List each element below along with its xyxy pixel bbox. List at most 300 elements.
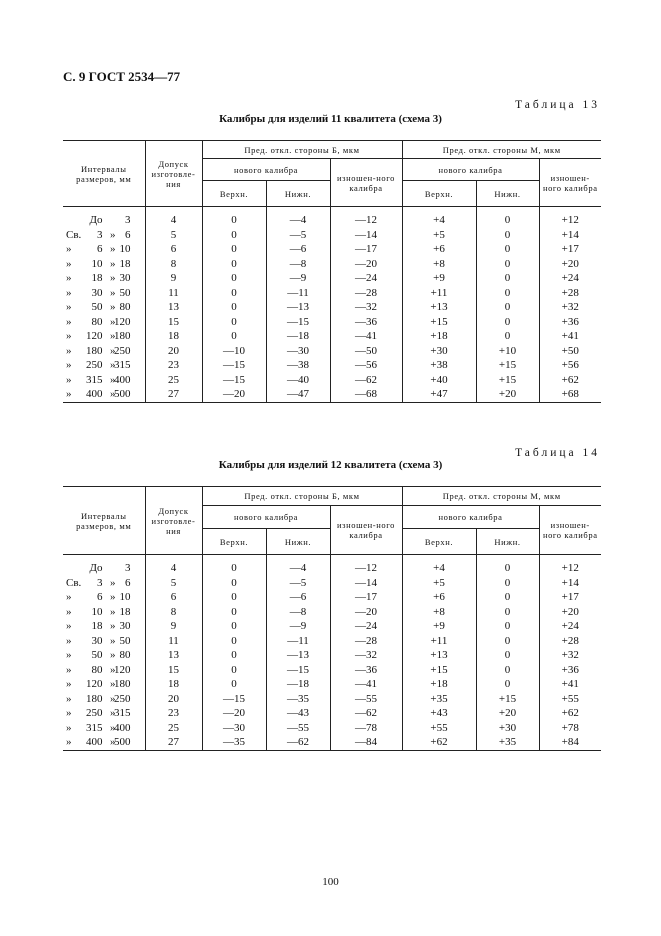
- table-row: [63, 735, 601, 750]
- cell-b-low: —11: [266, 286, 330, 301]
- table-row: [63, 358, 601, 373]
- interval-mid: »: [110, 344, 116, 357]
- interval-mid: »: [110, 649, 116, 661]
- cell-tol: 15: [145, 663, 202, 678]
- col-header-intervals: Интервалы размеров, мм: [63, 487, 145, 555]
- interval-cell: [63, 228, 145, 243]
- cell-tol: 27: [145, 387, 202, 402]
- cell-b-worn: —41: [330, 677, 402, 692]
- interval-b: 6: [125, 576, 131, 589]
- interval-cell: [63, 257, 145, 272]
- interval-b: 6: [125, 228, 131, 241]
- interval-a: 250: [86, 359, 103, 371]
- cell-b-low: —13: [266, 648, 330, 663]
- table-row: [63, 692, 601, 707]
- page-header: С. 9 ГОСТ 2534—77: [63, 69, 181, 84]
- cell-m-worn: +32: [539, 300, 601, 315]
- col-header-tolerance: Допуск изготовле-ния: [145, 141, 202, 207]
- interval-a: 30: [91, 634, 103, 647]
- interval-mid: »: [110, 634, 116, 647]
- interval-pre: Св.: [66, 576, 82, 589]
- interval-pre: »: [66, 388, 72, 400]
- table-row: [63, 373, 601, 388]
- cell-b-worn: —62: [330, 706, 402, 721]
- col-header-lower: Нижн.: [266, 529, 330, 555]
- cell-b-worn: —28: [330, 286, 402, 301]
- cell-b-worn: —32: [330, 300, 402, 315]
- table-row: [63, 315, 601, 330]
- cell-tol: 13: [145, 300, 202, 315]
- cell-b-up: —35: [202, 735, 266, 750]
- interval-a: 50: [91, 301, 103, 313]
- gauge-table: [63, 140, 601, 403]
- cell-m-worn: +41: [539, 677, 601, 692]
- col-header-new-gauge: нового калибра: [202, 506, 330, 529]
- cell-b-up: 0: [202, 619, 266, 634]
- interval-mid: »: [110, 373, 116, 386]
- cell-b-up: —15: [202, 692, 266, 707]
- cell-tol: 5: [145, 228, 202, 243]
- cell-b-low: —15: [266, 315, 330, 330]
- cell-m-worn: +32: [539, 648, 601, 663]
- cell-b-up: —30: [202, 721, 266, 736]
- interval-b: 10: [119, 243, 131, 255]
- interval-pre: »: [66, 359, 72, 371]
- cell-b-low: —18: [266, 677, 330, 692]
- cell-m-worn: +14: [539, 228, 601, 243]
- cell-tol: 6: [145, 242, 202, 257]
- cell-tol: 5: [145, 576, 202, 591]
- interval-b: 10: [119, 591, 131, 603]
- table-row: [63, 677, 601, 692]
- col-header-tolerance: Допуск изготовле-ния: [145, 487, 202, 555]
- interval-mid: »: [110, 315, 116, 328]
- col-header-upper: Верхн.: [402, 529, 476, 555]
- cell-m-up: +8: [402, 605, 476, 620]
- cell-b-up: 0: [202, 590, 266, 605]
- interval-cell: [63, 590, 145, 605]
- cell-tol: 27: [145, 735, 202, 750]
- interval-b: 18: [119, 257, 131, 270]
- cell-tol: 11: [145, 634, 202, 649]
- table-row: [63, 213, 601, 228]
- interval-pre: »: [66, 605, 72, 618]
- cell-m-up: +5: [402, 576, 476, 591]
- table-row: [63, 271, 601, 286]
- interval-pre: »: [66, 736, 72, 748]
- interval-a: 6: [97, 243, 103, 255]
- cell-tol: 9: [145, 271, 202, 286]
- interval-a: 30: [91, 286, 103, 299]
- interval-mid: »: [110, 359, 116, 371]
- interval-mid: »: [110, 736, 116, 748]
- interval-a: 180: [86, 692, 103, 705]
- table-row: [63, 576, 601, 591]
- interval-pre: »: [66, 257, 72, 270]
- cell-m-low: 0: [476, 590, 539, 605]
- cell-b-up: —10: [202, 344, 266, 359]
- cell-m-low: +15: [476, 358, 539, 373]
- interval-cell: [63, 634, 145, 649]
- cell-m-worn: +24: [539, 271, 601, 286]
- cell-m-worn: +36: [539, 315, 601, 330]
- gauge-table: [63, 486, 601, 751]
- col-header-upper: Верхн.: [202, 529, 266, 555]
- cell-b-worn: —68: [330, 387, 402, 402]
- interval-cell: [63, 706, 145, 721]
- cell-tol: 11: [145, 286, 202, 301]
- cell-m-low: 0: [476, 619, 539, 634]
- interval-pre: »: [66, 373, 72, 386]
- cell-m-worn: +68: [539, 387, 601, 402]
- cell-m-up: +5: [402, 228, 476, 243]
- interval-b: 315: [114, 707, 131, 719]
- cell-m-worn: +41: [539, 329, 601, 344]
- interval-a: 315: [86, 373, 103, 386]
- interval-a: До: [89, 562, 103, 574]
- interval-pre: »: [66, 707, 72, 719]
- cell-b-up: 0: [202, 677, 266, 692]
- cell-m-up: +30: [402, 344, 476, 359]
- table-row: [63, 619, 601, 634]
- cell-b-low: —6: [266, 242, 330, 257]
- cell-m-worn: +62: [539, 706, 601, 721]
- cell-m-worn: +28: [539, 634, 601, 649]
- cell-b-up: 0: [202, 300, 266, 315]
- cell-tol: 4: [145, 561, 202, 576]
- interval-cell: [63, 213, 145, 228]
- cell-b-up: 0: [202, 286, 266, 301]
- cell-m-low: 0: [476, 561, 539, 576]
- interval-cell: [63, 576, 145, 591]
- interval-a: 80: [91, 315, 103, 328]
- interval-a: 120: [86, 678, 103, 690]
- cell-tol: 25: [145, 721, 202, 736]
- cell-m-up: +6: [402, 242, 476, 257]
- table-title: Калибры для изделий 11 квалитета (схема 3): [219, 113, 442, 125]
- cell-m-up: +4: [402, 213, 476, 228]
- interval-cell: [63, 619, 145, 634]
- cell-b-up: —20: [202, 706, 266, 721]
- cell-b-up: 0: [202, 213, 266, 228]
- interval-mid: »: [110, 286, 116, 299]
- cell-m-worn: +12: [539, 561, 601, 576]
- table-row: [63, 286, 601, 301]
- cell-m-low: 0: [476, 634, 539, 649]
- cell-b-up: 0: [202, 576, 266, 591]
- cell-b-low: —4: [266, 213, 330, 228]
- cell-m-up: +47: [402, 387, 476, 402]
- interval-b: 50: [119, 286, 131, 299]
- cell-b-up: 0: [202, 228, 266, 243]
- interval-pre: »: [66, 344, 72, 357]
- interval-b: 250: [114, 692, 131, 705]
- cell-tol: 9: [145, 619, 202, 634]
- cell-b-worn: —20: [330, 605, 402, 620]
- interval-b: 50: [119, 634, 131, 647]
- col-header-intervals: Интервалы размеров, мм: [63, 141, 145, 207]
- interval-mid: »: [110, 605, 116, 618]
- interval-a: 180: [86, 344, 103, 357]
- interval-pre: »: [66, 721, 72, 734]
- cell-m-worn: +28: [539, 286, 601, 301]
- interval-a: 6: [97, 591, 103, 603]
- cell-b-low: —6: [266, 590, 330, 605]
- interval-mid: »: [110, 620, 116, 632]
- cell-m-low: +20: [476, 387, 539, 402]
- interval-cell: [63, 373, 145, 388]
- cell-b-low: —43: [266, 706, 330, 721]
- cell-m-low: 0: [476, 605, 539, 620]
- cell-tol: 13: [145, 648, 202, 663]
- cell-b-low: —8: [266, 257, 330, 272]
- interval-a: 18: [91, 620, 103, 632]
- cell-m-up: +13: [402, 300, 476, 315]
- cell-m-low: +30: [476, 721, 539, 736]
- cell-m-worn: +50: [539, 344, 601, 359]
- cell-b-low: —11: [266, 634, 330, 649]
- table-row: [63, 561, 601, 576]
- interval-a: 3: [97, 576, 103, 589]
- cell-m-low: 0: [476, 257, 539, 272]
- interval-cell: [63, 315, 145, 330]
- cell-b-low: —8: [266, 605, 330, 620]
- table-row: [63, 634, 601, 649]
- col-header-upper: Верхн.: [402, 181, 476, 207]
- col-header-worn-gauge: изношен-ного калибра: [330, 506, 402, 555]
- cell-b-low: —15: [266, 663, 330, 678]
- interval-a: До: [89, 214, 103, 226]
- cell-b-worn: —36: [330, 315, 402, 330]
- interval-a: 400: [86, 736, 103, 748]
- cell-m-worn: +62: [539, 373, 601, 388]
- cell-m-low: +15: [476, 373, 539, 388]
- cell-b-low: —9: [266, 271, 330, 286]
- cell-b-worn: —84: [330, 735, 402, 750]
- interval-cell: [63, 344, 145, 359]
- cell-b-worn: —12: [330, 213, 402, 228]
- cell-m-low: 0: [476, 300, 539, 315]
- cell-b-low: —5: [266, 228, 330, 243]
- interval-pre: »: [66, 330, 72, 342]
- cell-b-up: 0: [202, 561, 266, 576]
- cell-tol: 23: [145, 706, 202, 721]
- cell-tol: 8: [145, 605, 202, 620]
- col-header-new-gauge: нового калибра: [202, 159, 330, 181]
- cell-b-worn: —14: [330, 576, 402, 591]
- cell-m-low: 0: [476, 228, 539, 243]
- interval-pre: »: [66, 634, 72, 647]
- table-row: [63, 663, 601, 678]
- col-header-lower: Нижн.: [266, 181, 330, 207]
- cell-m-low: +35: [476, 735, 539, 750]
- cell-b-low: —55: [266, 721, 330, 736]
- col-header-new-gauge: нового калибра: [402, 159, 539, 181]
- cell-m-up: +8: [402, 257, 476, 272]
- cell-m-worn: +84: [539, 735, 601, 750]
- interval-pre: »: [66, 678, 72, 690]
- interval-a: 120: [86, 330, 103, 342]
- cell-b-up: 0: [202, 634, 266, 649]
- interval-pre: »: [66, 301, 72, 313]
- cell-b-up: 0: [202, 257, 266, 272]
- cell-m-up: +15: [402, 315, 476, 330]
- cell-tol: 18: [145, 677, 202, 692]
- cell-m-worn: +12: [539, 213, 601, 228]
- interval-a: 50: [91, 649, 103, 661]
- interval-pre: Св.: [66, 228, 82, 241]
- col-header-upper: Верхн.: [202, 181, 266, 207]
- cell-m-worn: +14: [539, 576, 601, 591]
- cell-m-up: +13: [402, 648, 476, 663]
- interval-mid: »: [110, 272, 116, 284]
- table-row: [63, 706, 601, 721]
- interval-b: 180: [114, 330, 131, 342]
- cell-m-up: +15: [402, 663, 476, 678]
- cell-m-low: 0: [476, 271, 539, 286]
- interval-cell: [63, 561, 145, 576]
- cell-b-low: —40: [266, 373, 330, 388]
- interval-cell: [63, 692, 145, 707]
- interval-mid: »: [110, 721, 116, 734]
- col-header-side-m: Пред. откл. стороны М, мкм: [402, 487, 601, 506]
- cell-m-up: +18: [402, 329, 476, 344]
- interval-pre: »: [66, 243, 72, 255]
- cell-m-up: +9: [402, 619, 476, 634]
- interval-cell: [63, 329, 145, 344]
- cell-m-worn: +24: [539, 619, 601, 634]
- cell-b-up: 0: [202, 605, 266, 620]
- interval-b: 400: [114, 721, 131, 734]
- table-row: [63, 344, 601, 359]
- interval-cell: [63, 271, 145, 286]
- interval-mid: »: [110, 257, 116, 270]
- cell-m-low: 0: [476, 242, 539, 257]
- interval-mid: »: [110, 707, 116, 719]
- interval-a: 3: [97, 228, 103, 241]
- cell-m-low: 0: [476, 576, 539, 591]
- cell-m-up: +4: [402, 561, 476, 576]
- col-header-worn-gauge: изношен-ного калибра: [539, 159, 601, 207]
- table-title: Калибры для изделий 12 квалитета (схема 3): [218, 459, 443, 471]
- col-header-lower: Нижн.: [476, 529, 539, 555]
- interval-a: 18: [91, 272, 103, 284]
- cell-b-up: —15: [202, 373, 266, 388]
- col-header-side-b: Пред. откл. стороны Б, мкм: [202, 141, 402, 159]
- interval-b: 180: [114, 678, 131, 690]
- cell-m-low: 0: [476, 213, 539, 228]
- cell-b-worn: —20: [330, 257, 402, 272]
- interval-a: 10: [91, 605, 103, 618]
- interval-cell: [63, 677, 145, 692]
- cell-m-worn: +17: [539, 242, 601, 257]
- col-header-lower: Нижн.: [476, 181, 539, 207]
- table-row: [63, 300, 601, 315]
- cell-tol: 25: [145, 373, 202, 388]
- cell-b-worn: —17: [330, 242, 402, 257]
- col-header-worn-gauge: изношен-ного калибра: [330, 159, 402, 207]
- interval-b: 80: [119, 649, 131, 661]
- interval-b: 3: [125, 562, 131, 574]
- cell-m-low: 0: [476, 329, 539, 344]
- cell-m-up: +40: [402, 373, 476, 388]
- cell-b-low: —13: [266, 300, 330, 315]
- interval-a: 10: [91, 257, 103, 270]
- table-row: [63, 228, 601, 243]
- cell-m-worn: +20: [539, 605, 601, 620]
- cell-tol: 8: [145, 257, 202, 272]
- cell-m-up: +6: [402, 590, 476, 605]
- cell-m-low: +10: [476, 344, 539, 359]
- cell-b-up: 0: [202, 648, 266, 663]
- cell-m-low: 0: [476, 663, 539, 678]
- cell-m-low: 0: [476, 677, 539, 692]
- cell-b-worn: —50: [330, 344, 402, 359]
- col-header-side-m: Пред. откл. стороны М, мкм: [402, 141, 601, 159]
- cell-b-low: —30: [266, 344, 330, 359]
- cell-b-worn: —24: [330, 271, 402, 286]
- interval-cell: [63, 721, 145, 736]
- interval-b: 30: [119, 620, 131, 632]
- cell-m-low: 0: [476, 648, 539, 663]
- cell-b-up: —20: [202, 387, 266, 402]
- interval-pre: »: [66, 286, 72, 299]
- cell-b-low: —35: [266, 692, 330, 707]
- cell-b-worn: —14: [330, 228, 402, 243]
- interval-mid: »: [110, 663, 116, 676]
- interval-mid: »: [110, 330, 116, 342]
- cell-tol: 20: [145, 692, 202, 707]
- interval-b: 18: [119, 605, 131, 618]
- cell-m-worn: +56: [539, 358, 601, 373]
- cell-b-low: —9: [266, 619, 330, 634]
- table-row: [63, 648, 601, 663]
- page-number: 100: [322, 876, 339, 888]
- cell-b-worn: —36: [330, 663, 402, 678]
- cell-b-worn: —12: [330, 561, 402, 576]
- interval-pre: »: [66, 591, 72, 603]
- cell-b-low: —5: [266, 576, 330, 591]
- cell-b-low: —47: [266, 387, 330, 402]
- cell-b-worn: —32: [330, 648, 402, 663]
- cell-m-worn: +55: [539, 692, 601, 707]
- interval-mid: »: [110, 692, 116, 705]
- col-header-new-gauge: нового калибра: [402, 506, 539, 529]
- cell-b-up: 0: [202, 271, 266, 286]
- cell-tol: 20: [145, 344, 202, 359]
- cell-b-worn: —24: [330, 619, 402, 634]
- cell-b-low: —4: [266, 561, 330, 576]
- cell-m-worn: +17: [539, 590, 601, 605]
- cell-b-worn: —62: [330, 373, 402, 388]
- cell-tol: 23: [145, 358, 202, 373]
- cell-m-up: +55: [402, 721, 476, 736]
- cell-b-worn: —41: [330, 329, 402, 344]
- interval-cell: [63, 735, 145, 750]
- table-label: Таблица 13: [515, 99, 600, 111]
- cell-m-up: +18: [402, 677, 476, 692]
- cell-b-low: —38: [266, 358, 330, 373]
- cell-tol: 4: [145, 213, 202, 228]
- cell-b-worn: —28: [330, 634, 402, 649]
- cell-b-up: 0: [202, 315, 266, 330]
- cell-m-up: +9: [402, 271, 476, 286]
- cell-tol: 18: [145, 329, 202, 344]
- interval-cell: [63, 286, 145, 301]
- cell-m-up: +38: [402, 358, 476, 373]
- interval-a: 315: [86, 721, 103, 734]
- interval-pre: »: [66, 315, 72, 328]
